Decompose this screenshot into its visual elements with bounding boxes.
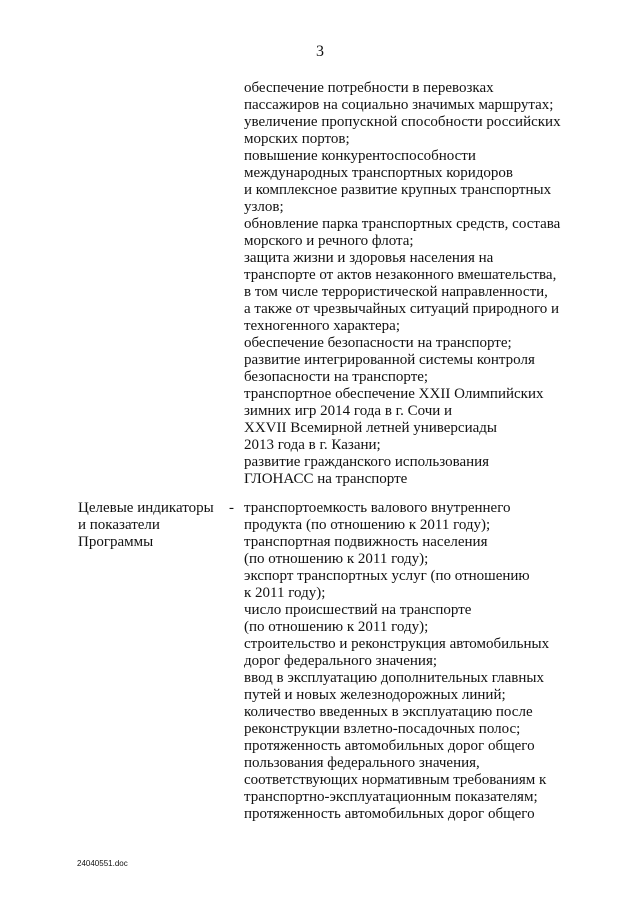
section-label-line: Программы	[78, 534, 154, 550]
section-label	[78, 500, 228, 551]
text-line: ввод в эксплуатацию дополнительных главных	[244, 670, 544, 686]
text-line: увеличение пропускной способности российских	[244, 114, 561, 130]
text-line: а также от чрезвычайных ситуаций природного и	[244, 301, 559, 317]
text-line: ГЛОНАСС на транспорте	[244, 471, 408, 487]
page-number: 3	[316, 43, 324, 60]
text-line: обеспечение безопасности на транспорте;	[244, 335, 512, 351]
text-line: транспортное обеспечение XXII Олимпийских	[244, 386, 544, 402]
text-line: транспорте от актов незаконного вмешательства,	[244, 267, 557, 283]
text-line: дорог федерального значения;	[244, 653, 438, 669]
text-line: (по отношению к 2011 году);	[244, 551, 429, 567]
text-line: реконструкции взлетно-посадочных полос;	[244, 721, 521, 737]
text-line: транспортоемкость валового внутреннего	[244, 500, 511, 516]
text-line: пассажиров на социально значимых маршрутах;	[244, 97, 554, 113]
text-line: развитие интегрированной системы контроля	[244, 352, 535, 368]
top-text-block	[244, 80, 624, 488]
text-line: развитие гражданского использования	[244, 454, 490, 470]
text-line: морских портов;	[244, 131, 350, 147]
text-line: защита жизни и здоровья населения на	[244, 250, 494, 266]
text-line: протяженность автомобильных дорог общего	[244, 738, 535, 754]
text-line: международных транспортных коридоров	[244, 165, 513, 181]
text-line: и комплексное развитие крупных транспортных	[244, 182, 552, 198]
text-line: повышение конкурентоспособности	[244, 148, 476, 164]
text-line: XXVII Всемирной летней универсиады	[244, 420, 497, 436]
text-line: обновление парка транспортных средств, состава	[244, 216, 561, 232]
text-line: обеспечение потребности в перевозках	[244, 80, 494, 96]
text-line: продукта (по отношению к 2011 году);	[244, 517, 491, 533]
text-line: строительство и реконструкция автомобильных	[244, 636, 550, 652]
text-line: транспортная подвижность населения	[244, 534, 488, 550]
text-line: транспортно-эксплуатационным показателям;	[244, 789, 538, 805]
text-line: в том числе террористической направленности,	[244, 284, 548, 300]
section-text-block	[244, 500, 624, 823]
text-line: путей и новых железнодорожных линий;	[244, 687, 506, 703]
section-label-line: Целевые индикаторы	[78, 500, 214, 516]
text-line: узлов;	[244, 199, 284, 215]
text-line: техногенного характера;	[244, 318, 400, 334]
text-line: соответствующих нормативным требованиям к	[244, 772, 547, 788]
section-dash: -	[229, 500, 234, 516]
text-line: протяженность автомобильных дорог общего	[244, 806, 535, 822]
footer-filename: 24040551.doc	[77, 859, 128, 868]
text-line: (по отношению к 2011 году);	[244, 619, 429, 635]
text-line: пользования федерального значения,	[244, 755, 480, 771]
text-line: число происшествий на транспорте	[244, 602, 472, 618]
text-line: зимних игр 2014 года в г. Сочи и	[244, 403, 453, 419]
text-line: безопасности на транспорте;	[244, 369, 429, 385]
text-line: количество введенных в эксплуатацию после	[244, 704, 533, 720]
text-line: экспорт транспортных услуг (по отношению	[244, 568, 530, 584]
text-line: 2013 года в г. Казани;	[244, 437, 381, 453]
text-line: к 2011 году);	[244, 585, 326, 601]
text-line: морского и речного флота;	[244, 233, 414, 249]
section-label-line: и показатели	[78, 517, 160, 533]
